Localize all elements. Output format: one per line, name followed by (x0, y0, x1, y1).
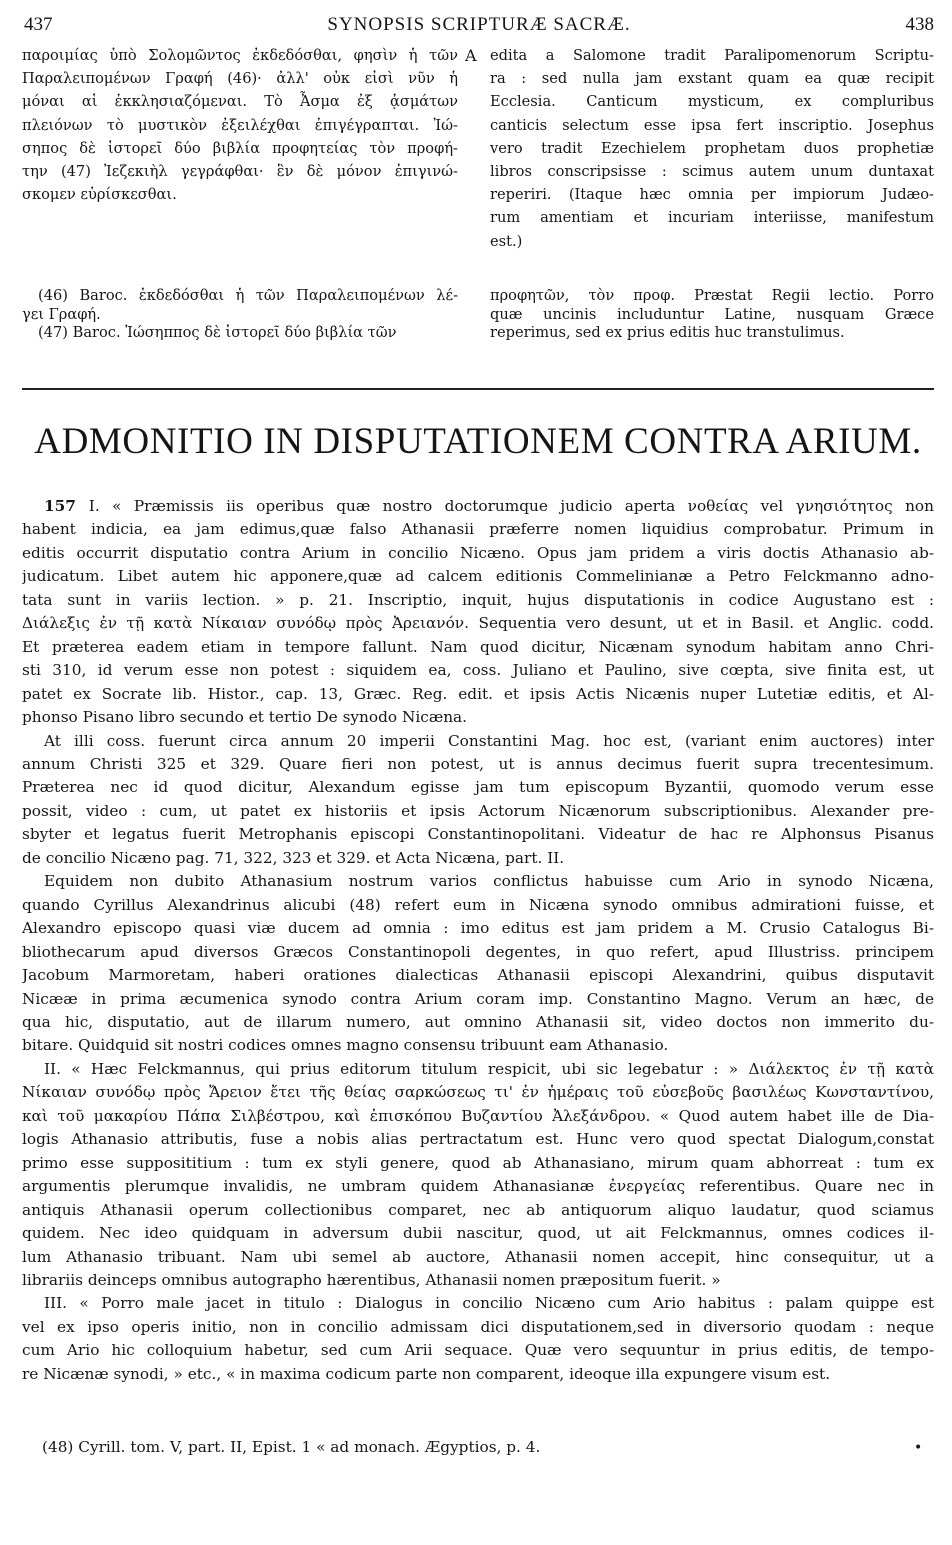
greek-footnotes (22, 287, 458, 343)
body-line: quando Cyrillus Alexandrinus alicubi (48) refert eum in Nicæna synodo omnibus admirationi fuisse, et (22, 895, 934, 914)
text-line: reperiri. (Itaque hæc omnia per impiorum Judæo- (490, 186, 934, 204)
latin-column (490, 44, 934, 253)
text-line: ra : sed nulla jam exstant quam ea quæ recipit (490, 70, 934, 88)
text-line: μόναι αἱ ἐκκλησιαζόμεναι. Τὸ Ἆσμα ἐξ ᾀσμάτων (22, 93, 458, 111)
text-line: rum amentiam et incuriam interiisse, manifestum (490, 209, 934, 227)
body-line: quidem. Nec ideo quidquam in adversum dubii nascitur, quod, ut ait Felckmannus, omnes codices il- (22, 1224, 934, 1243)
body-line: Νίκαιαν συνόδῳ πρὸς Ἄρειον ἔτει τῆς θείας σαρκώσεως τι' ἐν ἡμέραις τοῦ εὐσεβοῦς βασιλέως Κωνσταντίνου, (22, 1083, 934, 1102)
body-line: annum Christi 325 et 329. Quare fieri non potest, ut is annus decimus fuerit supra trecentesimum. (22, 754, 934, 773)
text-line: την (47) Ἰεζεκιὴλ γεγράφθαι· ἓν δὲ μόνον ἐπιγινώ- (22, 163, 458, 181)
running-head (24, 14, 934, 42)
body-line: qua hic, disputatio, aut de illarum numero, aut omnino Athanasii sit, video doctos non immerito du- (22, 1012, 934, 1031)
body-line: bliothecarum apud diversos Græcos Constantinopoli degentes, in quo refert, apud Illustriss. principem (22, 942, 934, 961)
footnote-line: (47) Baroc. Ἰώσηππος δὲ ἱστορεῖ δύο βιβλία τῶν (38, 324, 397, 341)
body-line: antiquis Athanasii operum collectionibus comparet, nec ab antiquorum aliquo laudatur, quod sciamus (22, 1200, 934, 1219)
body-line: argumentis plerumque invalidis, ne umbram quidem Athanasianæ ἐνεργείας referentibus. Quare nec in (22, 1177, 934, 1196)
body-line: Jacobum Marmoretam, haberi orationes dialecticas Athanasii episcopi Alexandrini, quibus disputavit (22, 966, 934, 985)
body-line: At illi coss. fuerunt circa annum 20 imperii Constantini Mag. hoc est, (variant enim auctores) inter (44, 731, 934, 750)
text-line: vero tradit Ezechielem prophetam duos prophetiæ (490, 139, 934, 157)
body-line: Præterea nec id quod dicitur, Alexandum egisse jam tum episcopum Byzantii, quomodo verum esse (22, 778, 934, 797)
body-line: bitare. Quidquid sit nostri codices omnes magno consensu tribuunt eam Athanasio. (22, 1036, 669, 1055)
text-line: edita a Salomone tradit Paralipomenorum Scriptu- (490, 47, 934, 64)
text-line: Παραλειπομένων Γραφή (46)· ἀλλ' οὐκ εἰσὶ νῦν ἡ (22, 70, 458, 88)
body-line: re Nicænæ synodi, » etc., « in maxima codicum parte non comparent, ideoque illa expungere visum est. (22, 1364, 831, 1383)
body-line: editis occurrit disputatio contra Arium in concilio Nicæno. Opus jam pridem a viris doctis Athanasio ab- (22, 543, 934, 562)
body-line: Nicææ in prima æcumenica synodo contra Arium coram imp. Constantino Magno. Verum an hæc, de (22, 989, 934, 1008)
running-head-title: SYNOPSIS SCRIPTURÆ SACRÆ. (327, 14, 631, 35)
body-line: primo esse supposititium : tum ex styli genere, quod ab Athanasiano, mirum quam abhorreat : tum ex (22, 1153, 934, 1172)
body-line: possit, video : cum, ut patet ex historiis et ipsis Actorum Nicænorum subscriptionibus. Alexander pre- (22, 801, 934, 820)
body-line: III. « Porro male jacet in titulo : Dialogus in concilio Nicæno cum Ario habitus : palam quippe est (44, 1294, 934, 1313)
footnote-48: (48) Cyrill. tom. V, part. II, Epist. 1 « ad monach. Ægyptios, p. 4. (42, 1438, 541, 1456)
body-line-text: I. « Præmissis iis operibus quæ nostro doctorumque judicio aperta νοθείας vel γνησιότητος non (88, 497, 934, 515)
page-number-left: 437 (24, 14, 53, 35)
body-line: Alexandro episcopo quasi viæ ducem ad omnia : imo editus est jam pridem a M. Crusio Catalogus Bi- (22, 919, 934, 938)
body-line: Et præterea eadem etiam in tempore fallunt. Nam quod dicitur, Nicænam synodum habitam anno Chri- (22, 637, 934, 656)
text-line: σκομεν εὑρίσκεσθαι. (22, 186, 177, 204)
body-line: tata sunt in variis lection. » p. 21. Inscriptio, inquit, hujus disputationis in codice Augustano est : (22, 590, 934, 609)
body-line: habent indicia, ea jam edimus,quæ falso Athanasii præferre nomen liquidius comprobatur. Primum in (22, 520, 934, 539)
body-line: patet ex Socrate lib. Histor., cap. 13, Græc. Reg. edit. et ipsis Actis Nicænis nuper Lutetiæ editis, et Al- (22, 684, 934, 703)
body-line: Equidem non dubito Athanasium nostrum varios conflictus habuisse cum Ario in synodo Nicæna, (44, 872, 934, 891)
section-divider (22, 388, 934, 390)
body-line: phonso Pisano libro secundo et tertio De synodo Nicæna. (22, 708, 468, 727)
text-line: πλειόνων τὸ μυστικὸν ἐξειλέχθαι ἐπιγέγραπται. Ἰώ- (22, 116, 458, 134)
body-line: sti 310, id verum esse non potest : siquidem ea, coss. Juliano et Paulino, sive cœpta, sive finita est, ut (22, 661, 934, 680)
greek-column (22, 44, 458, 206)
section-heading: ADMONITIO IN DISPUTATIONEM CONTRA ARIUM. (34, 421, 922, 462)
footnote-line: reperimus, sed ex prius editis huc transtulimus. (490, 324, 845, 341)
text-line: παροιμίας ὑπὸ Σολομῶντος ἐκδεδόσθαι, φησὶν ἡ τῶν (22, 47, 458, 64)
text-line: est.) (490, 232, 523, 250)
body-line: lum Athanasio tribuant. Nam ubi semel ab auctore, Athanasii nomen accepit, hinc consequitur, ut a (22, 1247, 934, 1266)
text-line: canticis selectum esse ipsa fert inscriptio. Josephus (490, 116, 934, 134)
page-number-right: 438 (905, 14, 934, 35)
footnote-line: quæ uncinis includuntur Latine, nusquam Græce (490, 305, 934, 323)
body-line: judicatum. Libet autem hic apponere,quæ ad calcem editionis Commelinianæ a Petro Felckmanno adno- (22, 567, 934, 586)
section-number: 157 (44, 497, 89, 515)
body-line: librariis deinceps omnibus autographo hærentibus, Athanasii nomen præpositum fuerit. » (22, 1270, 721, 1289)
admonitio-body (22, 495, 934, 1386)
body-line: vel ex ipso operis initio, non in concilio admissam dici disputationem,sed in diversorio quodam : neque (22, 1317, 934, 1336)
text-line: σηπος δὲ ἱστορεῖ δύο βιβλία προφητείας τὸν προφή- (22, 139, 458, 157)
body-line: Διάλεξις ἐν τῇ κατὰ Νίκαιαν συνόδῳ πρὸς Ἀρειανόν. Sequentia vero desunt, ut et in Basil. et Anglic. codd. (22, 614, 934, 633)
body-line: II. « Hæc Felckmannus, qui prius editorum titulum respicit, ubi sic legebatur : » Διάλεκτος ἐν τῇ κατὰ (44, 1059, 934, 1078)
body-line: de concilio Nicæno pag. 71, 322, 323 et 329. et Acta Nicæna, part. II. (22, 848, 565, 867)
footnote-line: γει Γραφή. (22, 305, 101, 323)
stray-mark: • (914, 1440, 923, 1456)
body-line: cum Ario hic colloquium habetur, sed cum Arii sequace. Quæ vero sequuntur in prius editis, de tempo- (22, 1341, 934, 1360)
footnote-line: προφητῶν, τὸν προφ. Præstat Regii lectio. Porro (490, 287, 934, 304)
footnote-line: (46) Baroc. ἐκδεδόσθαι ἡ τῶν Παραλειπομένων λέ- (38, 287, 458, 304)
body-line (22, 495, 934, 518)
body-line: sbyter et legatus fuerit Metrophanis episcopi Constantinopolitani. Videatur de hac re Alphonsus Pisanus (22, 825, 934, 844)
text-line: libros conscripsisse : scimus autem unum duntaxat (490, 163, 934, 181)
body-line: καὶ τοῦ μακαρίου Πάπα Σιλβέστρου, καὶ ἐπισκόπου Βυζαντίου Ἀλεξάνδρου. « Quod autem habet ille de Dia- (22, 1106, 934, 1125)
latin-footnotes (490, 287, 934, 343)
text-line: Ecclesia. Canticum mysticum, ex compluribus (490, 93, 934, 111)
body-line: logis Athanasio attributis, fuse a nobis alias pertractatum est. Hunc vero quod spectat Dialogum,constat (22, 1130, 934, 1149)
column-marker: A (465, 46, 477, 65)
